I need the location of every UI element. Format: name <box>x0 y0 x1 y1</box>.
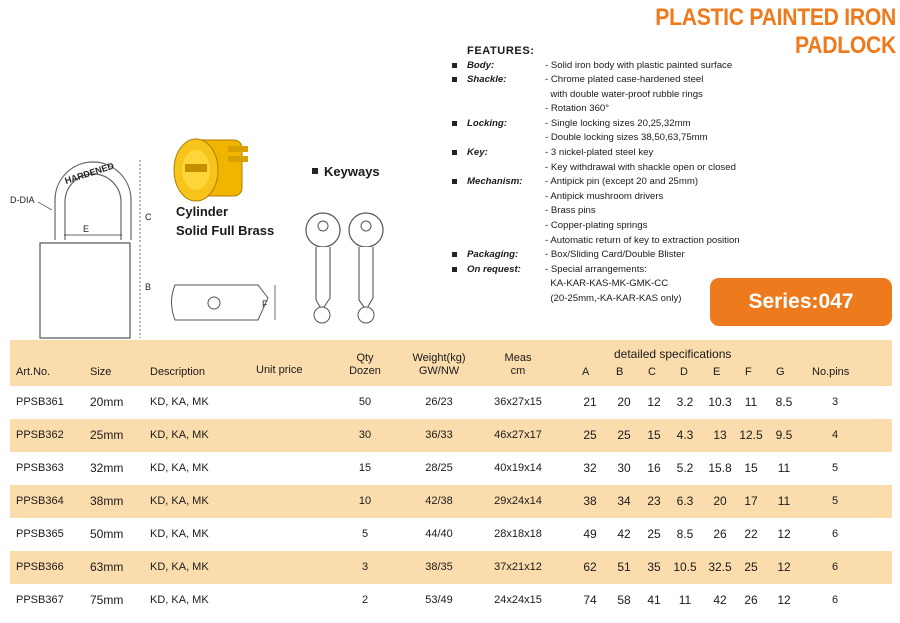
cell-b: 51 <box>617 560 631 574</box>
cell-g: 8.5 <box>775 395 793 409</box>
cell-g: 11 <box>777 494 791 508</box>
cell-art: PPSB366 <box>16 561 64 573</box>
cylinder-caption <box>176 202 274 240</box>
cell-a: 38 <box>583 494 597 508</box>
cell-a: 32 <box>583 461 597 475</box>
cell-size: 25mm <box>90 428 124 442</box>
cell-d: 10.5 <box>673 560 697 574</box>
feature-label: Locking: <box>467 117 507 129</box>
cell-e: 13 <box>713 428 727 442</box>
feature-text: - Automatic return of key to extraction position <box>545 234 740 246</box>
page-title: PLASTIC PAINTED IRON PADLOCK <box>655 4 896 59</box>
cell-weight: 44/40 <box>425 528 453 540</box>
feature-text: - Special arrangements: <box>545 263 647 275</box>
cell-pins: 5 <box>831 462 839 474</box>
dim-b-label: B <box>145 282 152 292</box>
spec-table <box>10 340 892 617</box>
cell-b: 42 <box>617 527 631 541</box>
cell-art: PPSB364 <box>16 495 64 507</box>
cell-d: 6.3 <box>676 494 694 508</box>
cell-f: 15 <box>744 461 758 475</box>
key-illustration-2 <box>349 213 383 323</box>
feature-label: Shackle: <box>467 74 507 86</box>
cell-desc: KD, KA, MK <box>150 495 209 507</box>
cell-b: 20 <box>617 395 631 409</box>
feature-label: Packaging: <box>467 249 519 261</box>
cell-e: 42 <box>713 593 727 607</box>
cell-d: 8.5 <box>676 527 694 541</box>
cell-c: 16 <box>647 461 661 475</box>
cell-c: 25 <box>647 527 661 541</box>
series-badge: Series:047 <box>710 278 892 326</box>
brass-cylinder-illustration <box>174 139 248 201</box>
cell-pins: 6 <box>831 561 839 573</box>
features-heading: FEATURES: <box>467 45 535 57</box>
keyways-caption <box>312 164 380 179</box>
cell-c: 12 <box>647 395 661 409</box>
col-g-header: G <box>776 366 785 378</box>
bullet-icon <box>452 252 457 257</box>
col-a-header: A <box>582 366 590 378</box>
cell-f: 12.5 <box>739 428 763 442</box>
cell-c: 23 <box>647 494 661 508</box>
col-qty-header-line1: Qty <box>356 352 374 364</box>
hardened-label: HARDENED <box>63 160 116 186</box>
feature-text: (20-25mm,-KA-KAR-KAS only) <box>545 293 682 305</box>
cell-size: 75mm <box>90 593 124 607</box>
col-b-header: B <box>616 366 624 378</box>
feature-label: Mechanism: <box>467 176 523 188</box>
cell-weight: 28/25 <box>425 462 453 474</box>
bullet-icon <box>452 150 457 155</box>
cell-weight: 26/23 <box>425 396 453 408</box>
cell-desc: KD, KA, MK <box>150 528 209 540</box>
col-f-header: F <box>745 366 752 378</box>
cell-c: 15 <box>647 428 661 442</box>
col-weight-header <box>406 352 472 378</box>
cell-e: 15.8 <box>708 461 732 475</box>
dim-f-label: F <box>262 299 268 309</box>
cell-weight: 53/49 <box>425 594 453 606</box>
feature-text: - Antipick pin (except 20 and 25mm) <box>545 176 699 188</box>
table-row <box>10 419 892 452</box>
cell-f: 22 <box>744 527 758 541</box>
cell-qty: 5 <box>361 528 369 540</box>
cell-f: 26 <box>744 593 758 607</box>
cell-g: 9.5 <box>775 428 793 442</box>
cell-desc: KD, KA, MK <box>150 429 209 441</box>
cell-weight: 36/33 <box>425 429 453 441</box>
cell-qty: 15 <box>358 462 372 474</box>
cell-qty: 2 <box>361 594 369 606</box>
bullet-icon <box>452 267 457 272</box>
cell-size: 20mm <box>90 395 124 409</box>
cell-e: 20 <box>713 494 727 508</box>
cell-d: 3.2 <box>676 395 694 409</box>
table-header <box>10 340 892 386</box>
cell-size: 32mm <box>90 461 124 475</box>
feature-text: - 3 nickel-plated steel key <box>545 147 654 159</box>
col-pins-header: No.pins <box>812 366 850 378</box>
cell-g: 11 <box>777 461 791 475</box>
cell-qty: 10 <box>358 495 372 507</box>
cell-g: 12 <box>777 560 791 574</box>
cell-e: 32.5 <box>708 560 732 574</box>
col-weight-header-line1: Weight(kg) <box>412 352 466 364</box>
cell-e: 10.3 <box>708 395 732 409</box>
cell-art: PPSB365 <box>16 528 64 540</box>
cell-weight: 42/38 <box>425 495 453 507</box>
col-e-header: E <box>713 366 721 378</box>
cell-desc: KD, KA, MK <box>150 594 209 606</box>
cell-meas: 24x24x15 <box>494 594 542 606</box>
cell-art: PPSB362 <box>16 429 64 441</box>
col-desc-header: Description <box>150 366 206 378</box>
col-meas-header-line2: cm <box>510 365 526 377</box>
table-row <box>10 584 892 617</box>
cell-size: 63mm <box>90 560 124 574</box>
cell-f: 17 <box>744 494 758 508</box>
feature-text: with double water-proof rubble rings <box>545 88 703 100</box>
cell-meas: 37x21x12 <box>494 561 542 573</box>
cell-pins: 6 <box>831 594 839 606</box>
feature-text: - Double locking sizes 38,50,63,75mm <box>545 132 708 144</box>
cell-a: 49 <box>583 527 597 541</box>
feature-text: - Copper-plating springs <box>545 220 648 232</box>
cell-pins: 5 <box>831 495 839 507</box>
cell-pins: 6 <box>831 528 839 540</box>
table-row <box>10 485 892 518</box>
feature-text: - Rotation 360° <box>545 103 610 115</box>
cell-b: 30 <box>617 461 631 475</box>
cell-d: 4.3 <box>676 428 694 442</box>
feature-label: Body: <box>467 59 495 71</box>
dim-c-label: C <box>145 212 152 222</box>
feature-text: - Brass pins <box>545 205 596 217</box>
col-price-header: Unit price <box>256 364 303 376</box>
padlock-front-view <box>38 160 140 343</box>
cell-c: 35 <box>647 560 661 574</box>
cell-f: 25 <box>744 560 758 574</box>
cell-desc: KD, KA, MK <box>150 462 209 474</box>
table-row <box>10 386 892 419</box>
feature-label: On request: <box>467 263 521 275</box>
cell-b: 58 <box>617 593 631 607</box>
lock-side-view <box>172 285 276 320</box>
cell-meas: 40x19x14 <box>494 462 542 474</box>
cell-desc: KD, KA, MK <box>150 561 209 573</box>
col-meas-header-line1: Meas <box>504 352 532 364</box>
dim-e-label: E <box>83 224 90 234</box>
cell-a: 62 <box>583 560 597 574</box>
col-art-header: Art.No. <box>16 366 51 378</box>
bullet-icon <box>312 168 318 174</box>
cell-meas: 28x18x18 <box>494 528 542 540</box>
feature-text: - Chrome plated case-hardened steel <box>545 74 704 86</box>
col-qty-header-line2: Dozen <box>349 365 381 377</box>
cell-b: 25 <box>617 428 631 442</box>
cell-pins: 3 <box>831 396 839 408</box>
cell-art: PPSB363 <box>16 462 64 474</box>
cell-a: 74 <box>583 593 597 607</box>
cell-d: 11 <box>678 593 692 607</box>
bullet-icon <box>452 77 457 82</box>
cell-desc: KD, KA, MK <box>150 396 209 408</box>
bullet-icon <box>452 63 457 68</box>
cell-qty: 50 <box>358 396 372 408</box>
col-meas-header <box>498 352 538 378</box>
keyways-label: Keyways <box>324 164 380 179</box>
bullet-icon <box>452 179 457 184</box>
col-d-header: D <box>680 366 688 378</box>
cell-meas: 46x27x17 <box>494 429 542 441</box>
cell-size: 38mm <box>90 494 124 508</box>
feature-text: - Antipick mushroom drivers <box>545 190 664 202</box>
feature-text: - Single locking sizes 20,25,32mm <box>545 117 691 129</box>
cell-size: 50mm <box>90 527 124 541</box>
col-size-header: Size <box>90 366 112 378</box>
feature-label: Key: <box>467 147 488 159</box>
cell-art: PPSB361 <box>16 396 64 408</box>
feature-text: - Box/Sliding Card/Double Blister <box>545 249 685 261</box>
cell-a: 25 <box>583 428 597 442</box>
d-dia-label: D-DIA <box>10 195 35 205</box>
cell-g: 12 <box>777 593 791 607</box>
cylinder-material-label: Solid Full Brass <box>176 223 275 238</box>
table-row <box>10 452 892 485</box>
col-spec-header: detailed specifications <box>614 347 732 361</box>
cell-art: PPSB367 <box>16 594 64 606</box>
col-weight-header-line2: GW/NW <box>418 365 460 377</box>
cell-meas: 29x24x14 <box>494 495 542 507</box>
cell-f: 11 <box>744 395 758 409</box>
cell-qty: 3 <box>361 561 369 573</box>
cell-d: 5.2 <box>676 461 694 475</box>
table-row <box>10 518 892 551</box>
cell-b: 34 <box>617 494 631 508</box>
feature-text: - Solid iron body with plastic painted surface <box>545 59 733 71</box>
col-c-header: C <box>648 366 656 378</box>
cell-c: 41 <box>647 593 661 607</box>
feature-text: - Key withdrawal with shackle open or closed <box>545 161 736 173</box>
cell-meas: 36x27x15 <box>494 396 542 408</box>
cylinder-label: Cylinder <box>176 204 229 219</box>
cell-weight: 38/35 <box>425 561 453 573</box>
feature-text: KA-KAR-KAS-MK-GMK-CC <box>545 278 669 290</box>
key-illustration-1 <box>306 213 340 323</box>
cell-pins: 4 <box>831 429 839 441</box>
cell-a: 21 <box>583 395 597 409</box>
padlock-diagram <box>0 40 440 330</box>
cell-g: 12 <box>777 527 791 541</box>
table-row <box>10 551 892 584</box>
col-qty-header <box>340 352 390 378</box>
cell-e: 26 <box>713 527 727 541</box>
bullet-icon <box>452 121 457 126</box>
cell-qty: 30 <box>358 429 372 441</box>
